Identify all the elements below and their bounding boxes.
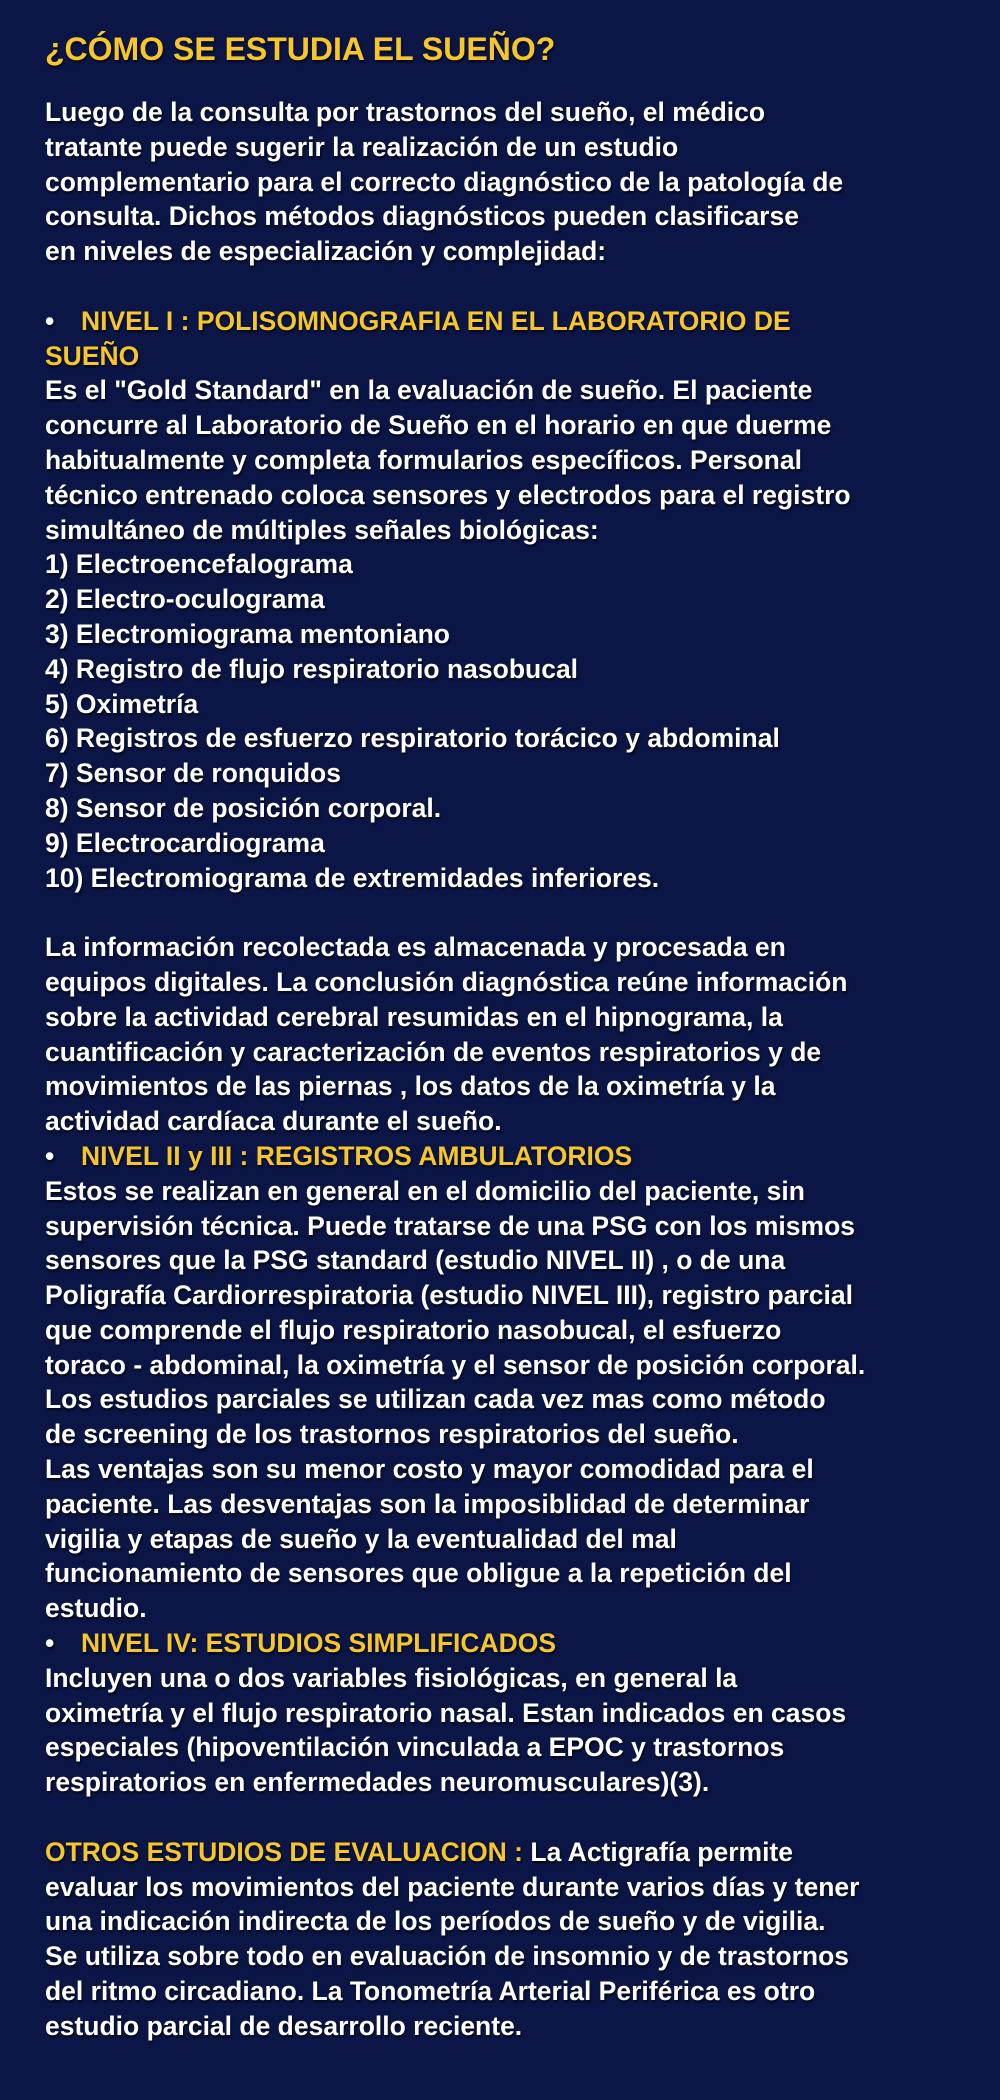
paragraph-line: toraco - abdominal, la oximetría y el sensor de posición corporal. [45, 1349, 866, 1380]
otros-first-line-text: La Actigrafía permite [523, 1836, 793, 1867]
intro-line: consulta. Dichos métodos diagnósticos pueden clasificarse [45, 201, 799, 232]
paragraph-line: una indicación indirecta de los períodos de sueño y de vigilia. [45, 1906, 826, 1937]
list-item: 9) Electrocardiograma [45, 827, 325, 858]
description-line: técnico entrenado coloca sensores y electrodos para el registro [45, 479, 851, 510]
paragraph-line: del ritmo circadiano. La Tonometría Arterial Periférica es otro [45, 1976, 816, 2007]
section-nivel-1 [45, 304, 990, 1139]
description-line: habitualmente y completa formularios específicos. Personal [45, 444, 802, 475]
section-heading [45, 1139, 990, 1174]
conclusion-line: movimientos de las piernas , los datos de la oximetría y la [45, 1071, 776, 1102]
list-item: 10) Electromiograma de extremidades inferiores. [45, 862, 660, 893]
paragraph-line: sensores que la PSG standard (estudio NIVEL II) , o de una [45, 1245, 786, 1276]
conclusion-line: actividad cardíaca durante el sueño. [45, 1106, 502, 1137]
spacer [45, 1800, 990, 1835]
otros-first-line [45, 1835, 990, 1870]
intro-paragraph [45, 95, 990, 269]
paragraph-line: funcionamiento de sensores que obligue a la repetición del [45, 1558, 792, 1589]
list-item: 1) Electroencefalograma [45, 549, 353, 580]
bullet-icon: • [45, 305, 55, 336]
list-item: 5) Oximetría [45, 688, 199, 719]
description-line: Es el "Gold Standard" en la evaluación de sueño. El paciente [45, 375, 813, 406]
paragraph-line: Se utiliza sobre todo en evaluación de insomnio y de trastornos [45, 1941, 849, 1972]
section-heading-continuation: SUEÑO [45, 340, 140, 371]
paragraph-line: especiales (hipoventilación vinculada a EPOC y trastornos [45, 1732, 785, 1763]
conclusion-line: sobre la actividad cerebral resumidas en el hipnograma, la [45, 1001, 783, 1032]
list-item: 3) Electromiograma mentoniano [45, 618, 450, 649]
bullet-icon: • [45, 1628, 55, 1659]
intro-line: complementario para el correcto diagnóstico de la patología de [45, 166, 844, 197]
paragraph-line: Incluyen una o dos variables fisiológicas, en general la [45, 1662, 738, 1693]
signal-list [45, 547, 990, 895]
paragraph-line: vigilia y etapas de sueño y la eventualidad del mal [45, 1523, 677, 1554]
list-item: 7) Sensor de ronquidos [45, 758, 341, 789]
list-item: 6) Registros de esfuerzo respiratorio torácico y abdominal [45, 723, 780, 754]
list-item: 4) Registro de flujo respiratorio nasobucal [45, 653, 579, 684]
spacer [45, 269, 990, 304]
section-heading-text: NIVEL IV: ESTUDIOS SIMPLIFICADOS [81, 1628, 557, 1659]
intro-line: en niveles de especialización y complejidad: [45, 236, 607, 267]
section-heading-text: NIVEL II y III : REGISTROS AMBULATORIOS [81, 1140, 633, 1171]
paragraph-line: que comprende el flujo respiratorio nasobucal, el esfuerzo [45, 1314, 782, 1345]
paragraph-line: estudio parcial de desarrollo reciente. [45, 2010, 523, 2041]
bullet-icon: • [45, 1140, 55, 1171]
section-heading [45, 1626, 990, 1661]
paragraph-line: Poligrafía Cardiorrespiratoria (estudio NIVEL III), registro parcial [45, 1280, 853, 1311]
list-item: 2) Electro-oculograma [45, 584, 325, 615]
paragraph-line: Los estudios parciales se utilizan cada vez mas como método [45, 1384, 826, 1415]
paragraph-line: Las ventajas son su menor costo y mayor comodidad para el [45, 1454, 814, 1485]
section-nivel-4 [45, 1626, 990, 1800]
paragraph-line: oximetría y el flujo respiratorio nasal. Estan indicados en casos [45, 1697, 847, 1728]
intro-line: Luego de la consulta por trastornos del sueño, el médico [45, 97, 766, 127]
section-heading [45, 304, 990, 339]
paragraph-line: paciente. Las desventajas son la imposiblidad de determinar [45, 1488, 810, 1519]
spacer [45, 895, 990, 930]
description-line: simultáneo de múltiples señales biológicas: [45, 514, 599, 545]
section-otros-estudios [45, 1835, 990, 2044]
description-line: concurre al Laboratorio de Sueño en el horario en que duerme [45, 410, 832, 441]
paragraph-line: supervisión técnica. Puede tratarse de una PSG con los mismos [45, 1210, 855, 1241]
section-heading-text: NIVEL I : POLISOMNOGRAFIA EN EL LABORATORIO DE [81, 305, 791, 336]
conclusion-line: cuantificación y caracterización de eventos respiratorios y de [45, 1036, 822, 1067]
list-item: 8) Sensor de posición corporal. [45, 792, 442, 823]
paragraph-line: evaluar los movimientos del paciente durante varios días y tener [45, 1871, 860, 1902]
conclusion-line: equipos digitales. La conclusión diagnóstica reúne información [45, 966, 848, 997]
page-title: ¿CÓMO SE ESTUDIA EL SUEÑO? [45, 31, 556, 67]
paragraph-line: estudio. [45, 1593, 147, 1624]
intro-line: tratante puede sugerir la realización de un estudio [45, 131, 679, 162]
section-nivel-2-3 [45, 1139, 990, 1626]
conclusion-line: La información recolectada es almacenada y procesada en [45, 932, 786, 963]
paragraph-line: respiratorios en enfermedades neuromusculares)(3). [45, 1767, 710, 1798]
section-heading-text: OTROS ESTUDIOS DE EVALUACION : [45, 1836, 524, 1867]
paragraph-line: Estos se realizan en general en el domicilio del paciente, sin [45, 1175, 805, 1206]
paragraph-line: de screening de los trastornos respiratorios del sueño. [45, 1419, 739, 1450]
